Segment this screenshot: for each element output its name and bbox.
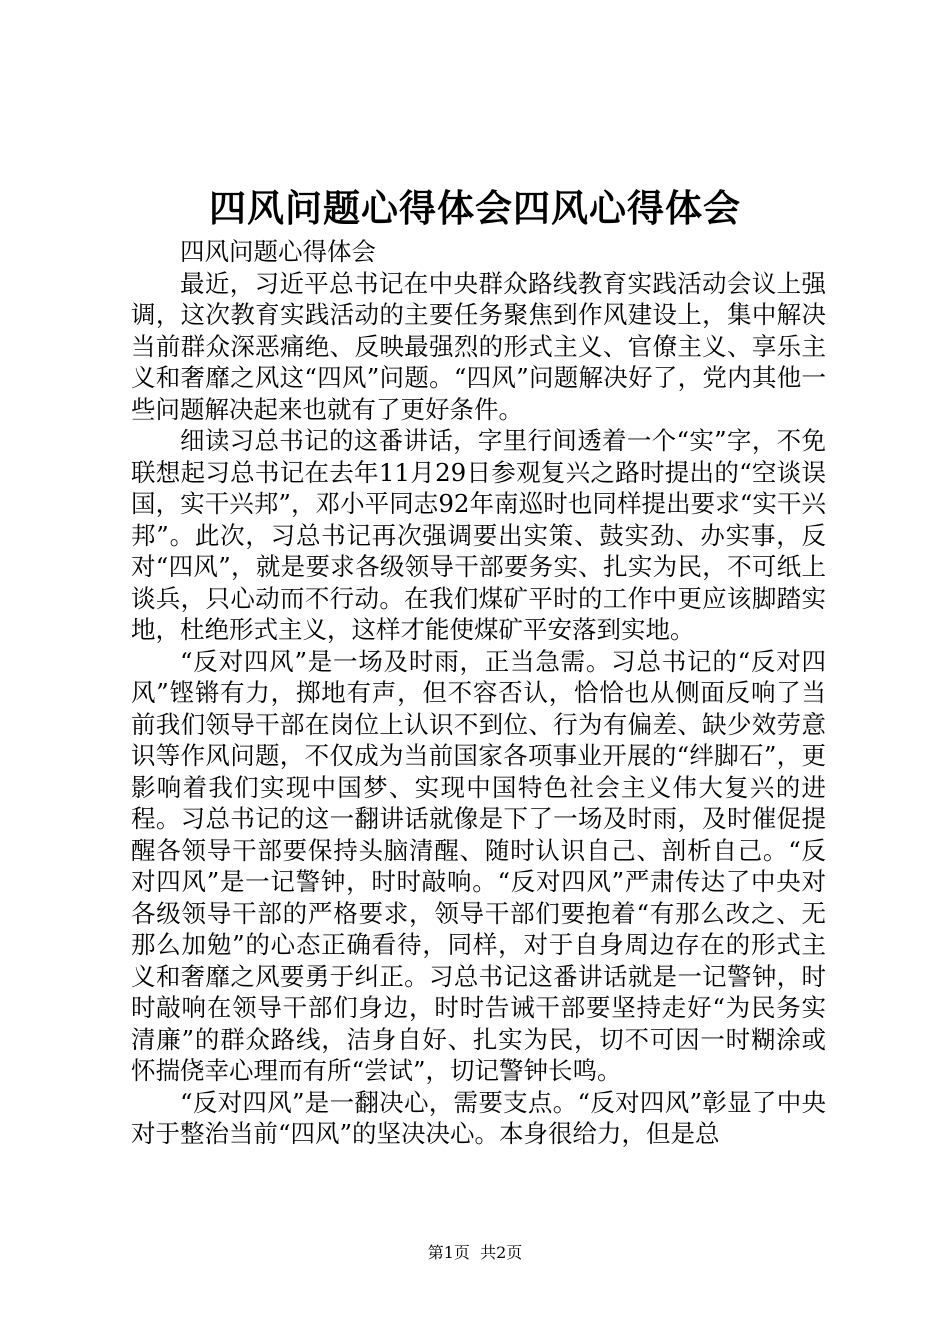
paragraph: 细读习总书记的这番讲话，字里行间透着一个“实”字，不免联想起习总书记在去年11月29日参观复兴之路时提出的“空谈误国，实干兴邦”，邓小平同志92年南巡时也同样提出要求“实干兴邦”。此次，习总书记再次强调要出实策、鼓实劲、办实事，反对“四风”，就是要求各级领导干部要务实、扎实为民，不可纸上谈兵，只心动而不行动。在我们煤矿平时的工作中更应该脚踏实地，杜绝形式主义，这样才能使煤矿平安落到实地。 [131, 426, 826, 644]
document-subtitle: 四风问题心得体会 [180, 237, 376, 266]
page-number: 第1页 [427, 1243, 470, 1262]
document-title: 四风问题心得体会四风心得体会 [209, 186, 741, 230]
paragraph: “反对四风”是一翻决心，需要支点。“反对四风”彰显了中央对于整治当前“四风”的坚决决心。本身很给力，但是总 [131, 1087, 826, 1148]
page-footer [0, 1241, 950, 1265]
paragraph: 最近，习近平总书记在中央群众路线教育实践活动会议上强调，这次教育实践活动的主要任务聚焦到作风建设上，集中解决当前群众深恶痛绝、反映最强烈的形式主义、官僚主义、享乐主义和奢靡之风这“四风”问题。“四风”问题解决好了，党内其他一些问题解决起来也就有了更好条件。 [131, 268, 826, 424]
footer-separator [470, 1243, 480, 1262]
document-body [131, 236, 826, 1150]
page-total: 共2页 [480, 1243, 523, 1262]
paragraph: “反对四风”是一场及时雨，正当急需。习总书记的“反对四风”铿锵有力，掷地有声，但不容否认，恰恰也从侧面反响了当前我们领导干部在岗位上认识不到位、行为有偏差、缺少效劳意识等作风问题，不仅成为当前国家各项事业开展的“绊脚石”，更影响着我们实现中国梦、实现中国特色社会主义伟大复兴的进程。习总书记的这一翻讲话就像是下了一场及时雨，及时催促提醒各领导干部要保持头脑清醒、随时认识自己、剖析自己。“反对四风”是一记警钟，时时敲响。“反对四风”严肃传达了中央对各级领导干部的严格要求，领导干部们要抱着“有那么改之、无那么加勉”的心态正确看待，同样，对于自身周边存在的形式主义和奢靡之风要勇于纠正。习总书记这番讲话就是一记警钟，时时敲响在领导干部们身边，时时告诫干部要坚持走好“为民务实清廉”的群众路线，洁身自好、扎实为民，切不可因一时糊涂或怀揣侥幸心理而有所“尝试”，切记警钟长鸣。 [131, 646, 826, 1085]
